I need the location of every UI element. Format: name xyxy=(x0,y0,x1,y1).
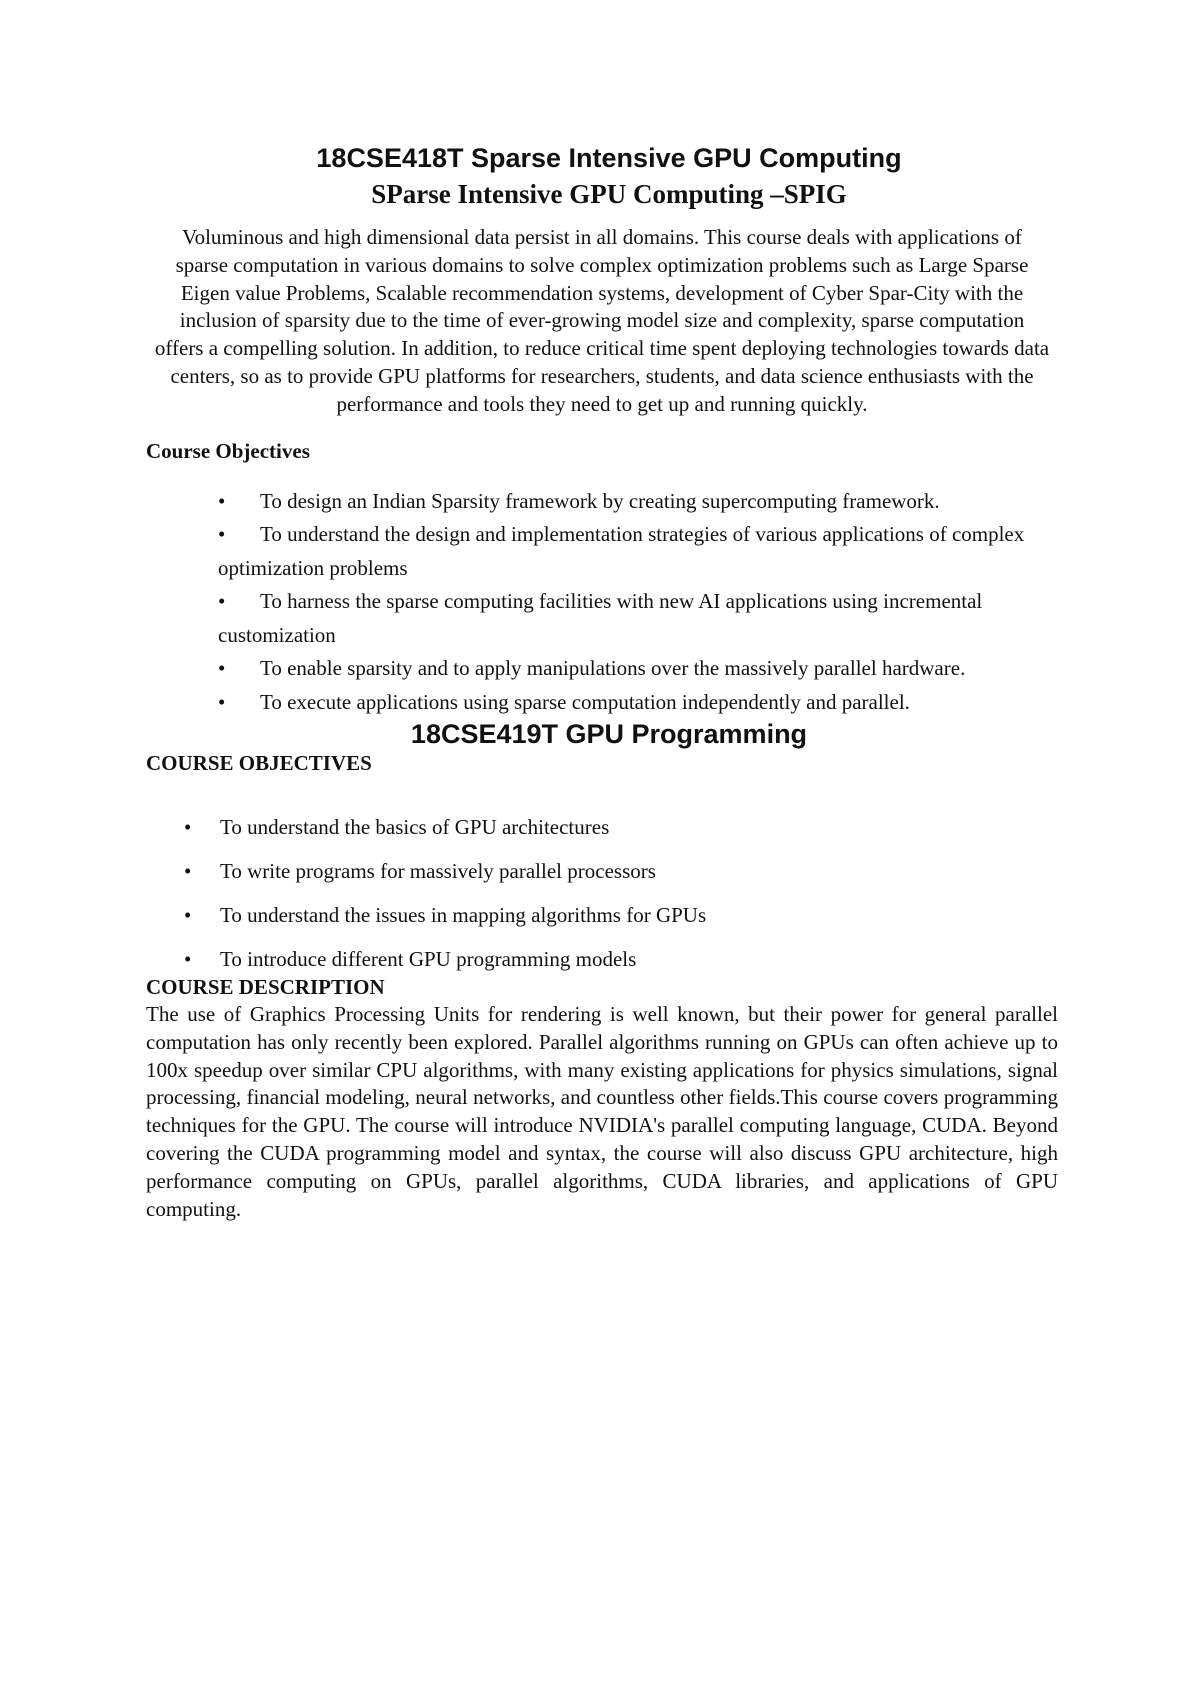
bullet-icon: • xyxy=(218,488,226,513)
course-objective-text: To understand the issues in mapping algorithms for GPUs xyxy=(220,903,707,928)
objectives-list xyxy=(218,485,1058,720)
bullet-icon: • xyxy=(184,903,192,928)
intro-paragraph: Voluminous and high dimensional data persist in all domains. This course deals with applications of sparse computation in various domains to solve complex optimization problems such as Large Sparse Eigen value Problems, Scalable recommendation systems, development of Cyber Spar-City with the inclusion of sparsity due to the time of ever-growing model size and complexity, sparse computation offers a compelling solution. In addition, to reduce critical time spent deploying technologies towards data centers, so as to provide GPU platforms for researchers, students, and data science enthusiasts with the performance and tools they need to get up and running quickly. xyxy=(154,225,1050,416)
objective-text: To enable sparsity and to apply manipulations over the massively parallel hardware. xyxy=(260,656,966,681)
objectives-heading: Course Objectives xyxy=(146,438,310,463)
course-title-gpu-programming: 18CSE419T GPU Programming xyxy=(410,719,808,750)
list-item xyxy=(184,813,1058,841)
bullet-icon: • xyxy=(184,859,192,884)
course-objectives-list xyxy=(184,813,1058,973)
course-subtitle-spig: SParse Intensive GPU Computing –SPIG xyxy=(371,179,847,209)
list-item xyxy=(184,857,1058,885)
bullet-icon: • xyxy=(218,689,226,714)
bullet-icon: • xyxy=(218,656,226,681)
objective-text: To execute applications using sparse computation independently and parallel. xyxy=(260,689,910,714)
course-objectives-heading: COURSE OBJECTIVES xyxy=(146,751,372,776)
list-item xyxy=(218,485,1058,519)
objective-text: To harness the sparse computing facilities with new AI applications using incremental customization xyxy=(218,589,983,647)
course-description-paragraph: The use of Graphics Processing Units for rendering is well known, but their power for general parallel computation has only recently been explored. Parallel algorithms running on GPUs can often achieve up to 100x speedup over similar CPU algorithms, with many existing applications for physics simulations, signal processing, financial modeling, neural networks, and countless other fields.This course covers programming techniques for the GPU. The course will introduce NVIDIA's parallel computing language, CUDA. Beyond covering the CUDA programming model and syntax, the course will also discuss GPU architecture, high performance computing on GPUs, parallel algorithms, CUDA libraries, and applications of GPU computing. xyxy=(146,1002,1058,1221)
objective-text: To design an Indian Sparsity framework by creating supercomputing framework. xyxy=(260,488,940,513)
list-item xyxy=(184,945,1058,973)
course-objective-text: To introduce different GPU programming models xyxy=(220,947,637,972)
bullet-icon: • xyxy=(218,589,226,614)
course-objective-text: To understand the basics of GPU architectures xyxy=(220,815,610,840)
list-item xyxy=(218,686,1058,720)
bullet-icon: • xyxy=(184,815,192,840)
objective-text: To understand the design and implementation strategies of various applications of complex optimization problems xyxy=(218,522,1025,580)
document-content xyxy=(146,140,1058,1223)
bullet-icon: • xyxy=(218,522,226,547)
course-objective-text: To write programs for massively parallel processors xyxy=(220,859,656,884)
course-description-heading: COURSE DESCRIPTION xyxy=(146,975,385,1000)
bullet-icon: • xyxy=(184,947,192,972)
course-title-spig: 18CSE418T Sparse Intensive GPU Computing xyxy=(316,143,902,173)
list-item xyxy=(218,518,1058,585)
list-item xyxy=(218,585,1058,652)
list-item xyxy=(184,901,1058,929)
list-item xyxy=(218,652,1058,686)
